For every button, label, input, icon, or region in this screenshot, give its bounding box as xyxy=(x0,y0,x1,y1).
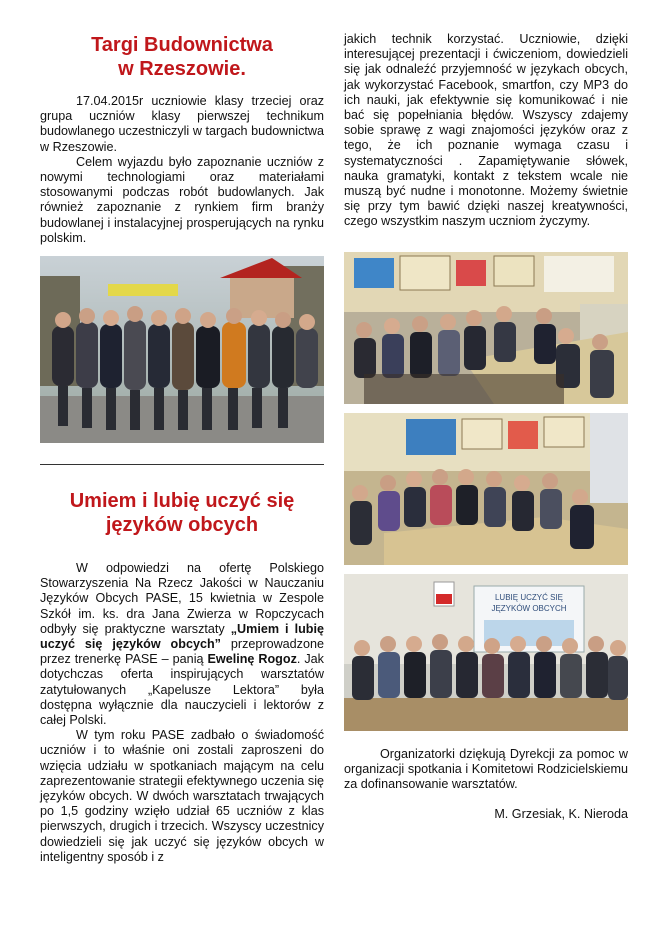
article2-title: Umiem i lubię uczyć się języków obcych xyxy=(69,490,295,536)
article1-paragraph-2: Celem wyjazdu było zapoznanie uczniów z nowymi technologiami oraz materiałami stosowanymi podczas robót budowlanych. Jak również zapoznanie z rynkiem firm branży budowlanej i instalacyjnej prosperujących na rynku polskim. xyxy=(40,154,324,245)
article2-left xyxy=(40,0,324,865)
board-text-line2: JĘZYKÓW OBCYCH xyxy=(491,604,567,613)
board-text-line1: LUBIĘ UCZYĆ SIĘ xyxy=(494,593,564,602)
article2-paragraph-2: W tym roku PASE zadbało o świadomość uczniów i to właśnie oni zostali zaproszeni do wzięcia udziału w spotkaniach mającym na celu zaprezentowanie strategii efektywnego uczenia się języków obcych. W dwóch warsztatach trwających po 1,5 godziny wzięło udział 65 uczniów z klas pierwszych, drugich i trzecich. Wszyscy uczestnicy dowiedzieli się jak uczyć się języków obcych w inteligentny sposób i z xyxy=(40,728,324,864)
workshop-name: „Umiem i lubię uczyć się języków obcych” xyxy=(40,621,324,652)
article1-title: Targi Budownictwa w Rzeszowie. xyxy=(91,34,273,80)
trainer-name: Ewelinę Rogoz xyxy=(207,652,297,667)
signature: M. Grzesiak, K. Nieroda xyxy=(494,806,628,821)
article2-paragraph-1: W odpowiedzi na ofertę Polskiego Stowarzyszenia Na Rzecz Jakości w Nauczaniu Języków Obcych PASE, 15 kwietnia w Zespole Szkół im. ks. dra Jana Zwierza w Ropczycach odbyły się praktyczne warsztaty „Umiem i lubię uczyć się języków obcych” przeprowadzone przez trenerkę PASE – panią Ewelinę Rogoz. Jak dotychczas oferta inspirujących warsztatów zatytułowanych „Kapelusze Lektora” była dostępna wyłącznie dla nauczycieli i lektorów z całej Polski. xyxy=(40,561,324,728)
right-column-footer xyxy=(344,0,628,822)
article1-paragraph-1: 17.04.2015r uczniowie klasy trzeciej oraz grupa uczniów klasy pierwszej technikum budowlanego uczestniczyli w targach budownictwa w Rzeszowie. xyxy=(40,94,324,154)
article2-continuation: jakich technik korzystać. Uczniowie, dzięki interesującej prezentacji i ćwiczeniom, dowiedzieli się jak odnaleźć przyjemność w językach obcych, jak wykorzystać Facebook, smartfon, czy MP3 do ich nauki, jak efektywnie się komunikować i nie bać się popełniania błędów. Wszyscy zdajemy sobie sprawę z wagi znajomości języków oraz z tego, że ich poznanie wymaga czasu i systematyczności . Zapamiętywanie słówek, nauka gramatyki, kontakt z tekstem wcale nie muszą być nudne i monotonne. Możemy świetnie się przy tym bawić dzięki naszej kreatywności, czego wszystkim naszym uczniom życzymy. xyxy=(344,32,628,229)
thanks-paragraph: Organizatorki dziękują Dyrekcji za pomoc w organizacji spotkania i Komitetowi Rodzicielskiemu za dofinansowanie warsztatów. xyxy=(344,747,628,792)
